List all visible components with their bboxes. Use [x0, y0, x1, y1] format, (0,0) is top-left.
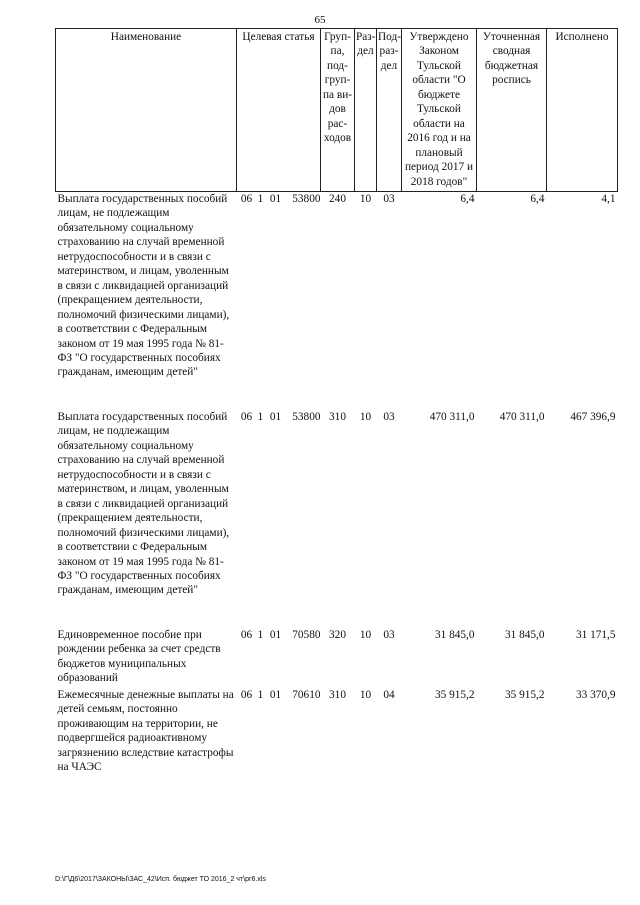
- row-name: Единовременное пособие при рождении ребенка за счет средств бюджетов муниципальных образований: [57, 628, 221, 685]
- row-refined: 470 311,0: [499, 410, 545, 423]
- row-section: 10: [359, 688, 372, 701]
- row-expense-group: 320: [329, 628, 346, 641]
- code-part: 06: [240, 410, 253, 423]
- table-row: [56, 410, 618, 628]
- row-name: Выплата государственных пособий лицам, не подлежащим обязательному социальному страхованию на случай временной нетрудоспособности и в связи с материнством, и лицам, уволенным в связи с ликвидацией организаций (прекращением деятельности, полномочий физическими лицами), в соответствии с Федеральным законом от 19 мая 1995 года № 81-ФЗ "О государственных пособиях гражданам, имеющим детей": [57, 192, 230, 379]
- code-part: 70580: [292, 628, 321, 641]
- header-approved: Утверждено Законом Тульской области "О бюджете Тульской области на 2016 год и на плановый период 2017 и 2018 годов": [402, 29, 477, 192]
- header-name: Наименование: [56, 29, 237, 192]
- code-part: 53800: [292, 192, 321, 205]
- row-subsection: 03: [383, 192, 395, 205]
- table-header-row: [56, 29, 618, 192]
- row-name: Выплата государственных пособий лицам, не подлежащим обязательному социальному страхованию на случай временной нетрудоспособности и в связи с материнством, и лицам, уволенным в связи с ликвидацией организаций (прекращением деятельности, полномочий физическими лицами), в соответствии с Федеральным законом от 19 мая 1995 года № 81-ФЗ "О государственных пособиях гражданам, имеющим детей": [57, 410, 230, 597]
- row-subsection: 04: [383, 688, 395, 701]
- row-approved: 470 311,0: [429, 410, 475, 423]
- row-subsection: 03: [383, 628, 395, 641]
- row-section: 10: [359, 628, 372, 641]
- row-subsection: 03: [383, 410, 395, 423]
- header-expense-group: Груп- па, под- груп- па ви- дов рас- ходов: [321, 29, 355, 192]
- file-path-footer: D:\Г\Д6\2017\ЗАКОНЫ\ЗАС_42\Исп. бюджет ТО 2016_2 чт\рг6.xls: [55, 876, 266, 883]
- code-part: 1: [257, 628, 264, 641]
- code-part: 06: [240, 688, 253, 701]
- table-row: [56, 191, 618, 410]
- header-subsection: Под- раз- дел: [377, 29, 402, 192]
- row-approved: 6,4: [460, 192, 475, 205]
- row-name: Ежемесячные денежные выплаты на детей семьям, постоянно проживающим на территории, не подвергшейся радиоактивному загрязнению вследствие катастрофы на ЧАЭС: [57, 688, 234, 774]
- code-part: 70610: [292, 688, 321, 701]
- row-executed: 31 171,5: [575, 628, 616, 641]
- row-executed: 467 396,9: [570, 410, 616, 423]
- budget-execution-table: [55, 28, 618, 775]
- code-part: 01: [269, 192, 282, 205]
- row-target-article: [237, 688, 321, 775]
- code-part: 53800: [292, 410, 321, 423]
- row-refined: 6,4: [530, 192, 545, 205]
- code-part: 01: [269, 628, 282, 641]
- page-number: 65: [314, 14, 326, 26]
- header-refined: Уточненная сводная бюджетная роспись: [477, 29, 547, 192]
- row-section: 10: [359, 410, 372, 423]
- code-part: 1: [257, 688, 264, 701]
- row-approved: 35 915,2: [434, 688, 475, 701]
- table-row: [56, 628, 618, 688]
- row-target-article: [237, 628, 321, 688]
- row-target-article: [237, 410, 321, 628]
- table-row: [56, 688, 618, 775]
- code-part: 01: [269, 688, 282, 701]
- header-executed: Исполнено: [547, 29, 618, 192]
- header-section: Раз- дел: [355, 29, 377, 192]
- code-part: 1: [257, 410, 264, 423]
- row-approved: 31 845,0: [434, 628, 475, 641]
- code-part: 01: [269, 410, 282, 423]
- header-target-article: Целевая статья: [237, 29, 321, 192]
- row-executed: 33 370,9: [575, 688, 616, 701]
- row-expense-group: 310: [329, 688, 346, 701]
- row-target-article: [237, 191, 321, 410]
- row-expense-group: 240: [329, 192, 346, 205]
- code-part: 1: [257, 192, 264, 205]
- row-refined: 35 915,2: [504, 688, 545, 701]
- code-part: 06: [240, 192, 253, 205]
- row-section: 10: [359, 192, 372, 205]
- row-executed: 4,1: [601, 192, 616, 205]
- code-part: 06: [240, 628, 253, 641]
- row-expense-group: 310: [329, 410, 346, 423]
- row-refined: 31 845,0: [504, 628, 545, 641]
